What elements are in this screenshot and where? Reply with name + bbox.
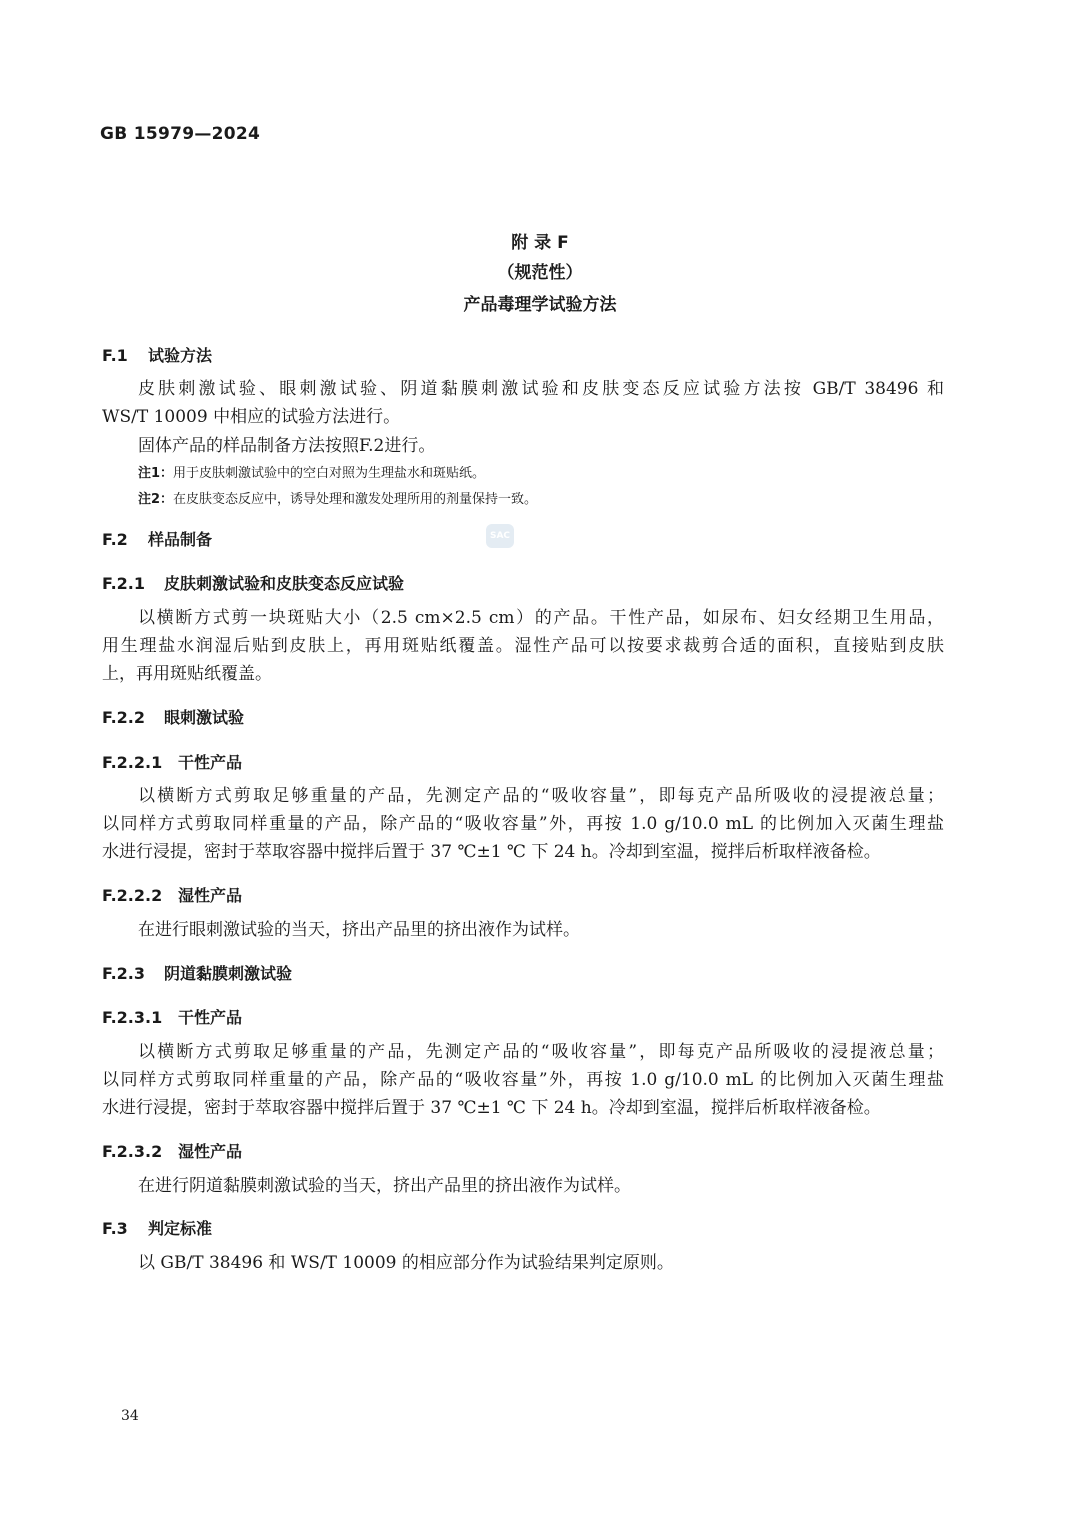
paragraph: 以横断方式剪一块斑贴大小（2.5 cm×2.5 cm）的产品。干性产品，如尿布、妇女经期卫生用品， 用生理盐水润湿后贴到皮肤上，再用斑贴纸覆盖。湿性产品可以按要求裁剪合适的面积，直接贴到皮肤 上，再用斑贴纸覆盖。 xyxy=(102,608,944,684)
appendix-name: 产品毒理学试验方法 xyxy=(463,295,617,315)
paragraph: 以 GB/T 38496 和 WS/T 10009 的相应部分作为试验结果判定原则。 xyxy=(138,1253,674,1273)
section-title: 样品制备 xyxy=(148,530,213,549)
section-title: 试验方法 xyxy=(148,346,213,365)
section-heading-f22 xyxy=(102,705,244,728)
section-title: 眼刺激试验 xyxy=(164,708,245,727)
section-title: 干性产品 xyxy=(178,753,243,772)
note-2 xyxy=(138,488,537,507)
note-1 xyxy=(138,462,485,481)
section-number: F.2.2 xyxy=(102,708,145,727)
paragraph: 在进行阴道黏膜刺激试验的当天，挤出产品里的挤出液作为试样。 xyxy=(138,1176,631,1196)
section-number: F.2.3.1 xyxy=(102,1008,163,1027)
section-heading-f231 xyxy=(102,1005,242,1028)
section-heading-f222 xyxy=(102,883,242,906)
section-number: F.2.1 xyxy=(102,574,145,593)
document-code: GB 15979—2024 xyxy=(100,124,261,144)
note-text: 在皮肤变态反应中，诱导处理和激发处理所用的剂量保持一致。 xyxy=(173,492,538,507)
note-label: 注1： xyxy=(138,466,174,481)
paragraph: 固体产品的样品制备方法按照F.2进行。 xyxy=(138,436,436,456)
section-number: F.1 xyxy=(102,346,128,365)
section-number: F.2.2.1 xyxy=(102,753,163,772)
paragraph: 在进行眼刺激试验的当天，挤出产品里的挤出液作为试样。 xyxy=(138,920,580,940)
section-title: 干性产品 xyxy=(178,1008,243,1027)
section-title: 湿性产品 xyxy=(178,1142,243,1161)
note-label: 注2： xyxy=(138,492,174,507)
section-heading-f23 xyxy=(102,961,292,984)
section-heading-f221 xyxy=(102,750,242,773)
section-heading-f21 xyxy=(102,571,404,594)
paragraph: 皮肤刺激试验、眼刺激试验、阴道黏膜刺激试验和皮肤变态反应试验方法按 GB/T 38496 和 WS/T 10009 中相应的试验方法进行。 xyxy=(102,379,944,427)
section-heading-f2 xyxy=(102,527,212,550)
note-text: 用于皮肤刺激试验中的空白对照为生理盐水和斑贴纸。 xyxy=(173,466,486,481)
section-heading-f3 xyxy=(102,1216,212,1239)
section-heading-f1 xyxy=(102,343,212,366)
section-number: F.2.3 xyxy=(102,964,145,983)
section-number: F.2 xyxy=(102,530,128,549)
paragraph: 以横断方式剪取足够重量的产品，先测定产品的“吸收容量”，即每克产品所吸收的浸提液总量； 以同样方式剪取同样重量的产品，除产品的“吸收容量”外，再按 1.0 g/10.0 mL 的比例加入灭菌生理盐 水进行浸提，密封于萃取容器中搅拌后置于 37 ℃±1 ℃ 下 24 h。冷却到室温，搅拌后析取样液备检。 xyxy=(102,1042,944,1118)
page-number: 34 xyxy=(121,1408,139,1424)
watermark-logo: SAC xyxy=(486,524,514,548)
section-title: 阴道黏膜刺激试验 xyxy=(164,964,293,983)
section-heading-f232 xyxy=(102,1139,242,1162)
section-title: 皮肤刺激试验和皮肤变态反应试验 xyxy=(164,574,405,593)
section-title: 湿性产品 xyxy=(178,886,243,905)
appendix-title: 附 录 F xyxy=(511,233,569,253)
section-number: F.2.3.2 xyxy=(102,1142,163,1161)
appendix-nature: （规范性） xyxy=(497,263,583,283)
section-title: 判定标准 xyxy=(148,1219,213,1238)
section-number: F.3 xyxy=(102,1219,128,1238)
paragraph: 以横断方式剪取足够重量的产品，先测定产品的“吸收容量”，即每克产品所吸收的浸提液总量； 以同样方式剪取同样重量的产品，除产品的“吸收容量”外，再按 1.0 g/10.0 mL 的比例加入灭菌生理盐 水进行浸提，密封于萃取容器中搅拌后置于 37 ℃±1 ℃ 下 24 h。冷却到室温，搅拌后析取样液备检。 xyxy=(102,786,944,862)
section-number: F.2.2.2 xyxy=(102,886,163,905)
